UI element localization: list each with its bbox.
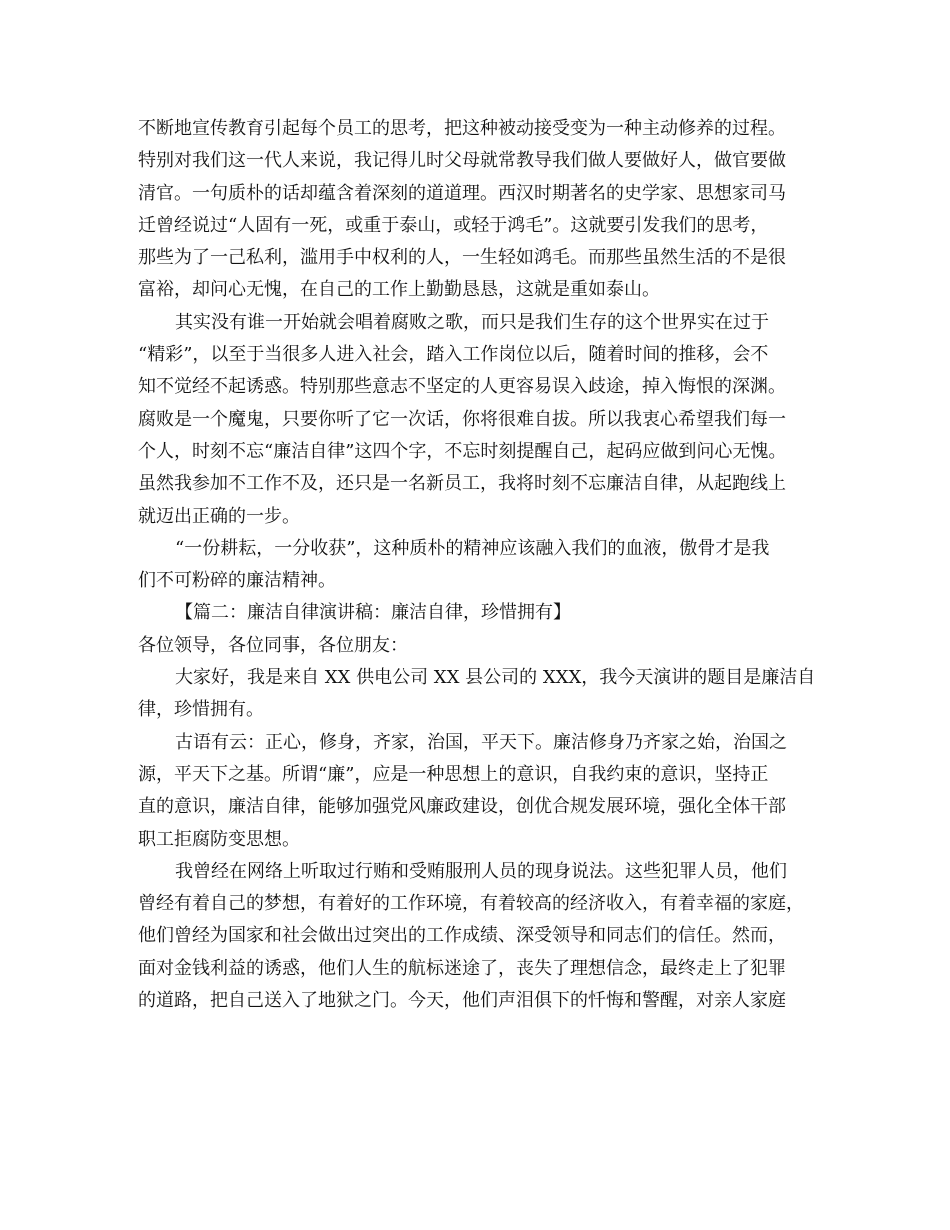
text-line: 各位领导，各位同事，各位朋友： [138,634,408,656]
text-line: 富裕，却问心无愧，在自己的工作上勤勤恳恳，这就是重如泰山。 [138,279,660,301]
text-line: 那些为了一己私利，滥用手中权利的人，一生轻如鸿毛。而那些虽然生活的不是很 [138,247,786,269]
text-line: 他们曾经为国家和社会做出过突出的工作成绩、深受领导和同志们的信任。然而， [138,925,786,947]
text-line: 腐败是一个魔鬼，只要你听了它一次话，你将很难自拔。所以我衷心希望我们每一 [138,408,786,430]
text-line: 我曾经在网络上听取过行贿和受贿服刑人员的现身说法。这些犯罪人员，他们 [175,860,787,882]
text-line: 其实没有谁一开始就会唱着腐败之歌，而只是我们生存的这个世界实在过于 [175,311,769,333]
text-line: 迁曾经说过“人固有一死，或重于泰山，或轻于鸿毛”。这就要引发我们的思考， [138,214,769,236]
text-line: 面对金钱利益的诱惑，他们人生的航标迷途了，丧失了理想信念，最终走上了犯罪 [138,957,786,979]
text-line: 律，珍惜拥有。 [138,699,264,721]
text-line: “一份耕耘，一分收获”，这种质朴的精神应该融入我们的血液，傲骨才是我 [175,537,770,559]
text-line: 古语有云：正心，修身，齐家，治国，平天下。廉洁修身乃齐家之始，治国之 [175,731,787,753]
text-line: “精彩”，以至于当很多人进入社会，踏入工作岗位以后，随着时间的推移，会不 [138,344,769,366]
text-line: 虽然我参加不工作不及，还只是一名新员工，我将时刻不忘廉洁自律，从起跑线上 [138,473,786,495]
text-line: 知不觉经不起诱惑。特别那些意志不坚定的人更容易误入歧途，掉入悔恨的深渊。 [138,376,786,398]
text-line: 们不可粉碎的廉洁精神。 [138,570,336,592]
text-line: 不断地宣传教育引起每个员工的思考，把这种被动接受变为一种主动修养的过程。 [138,118,786,139]
text-line: 就迈出正确的一步。 [138,505,300,527]
text-line: 曾经有着自己的梦想，有着好的工作环境，有着较高的经济收入，有着幸福的家庭， [138,893,804,915]
text-line: 源，平天下之基。所谓“廉”，应是一种思想上的意识，自我约束的意识，坚持正 [138,763,769,785]
text-line: 个人，时刻不忘“廉洁自律”这四个字，不忘时刻提醒自己，起码应做到问心无愧。 [138,440,787,462]
text-line: 职工拒腐防变思想。 [138,828,300,850]
text-line: 特别对我们这一代人来说，我记得儿时父母就常教导我们做人要做好人，做官要做 [138,150,786,172]
text-line: 的道路，把自己送入了地狱之门。今天，他们声泪俱下的忏悔和警醒，对亲人家庭 [138,990,786,1012]
text-line: 【篇二：廉洁自律演讲稿：廉洁自律，珍惜拥有】 [175,602,571,624]
document-body [138,113,818,1017]
text-line: 清官。一句质朴的话却蕴含着深刻的道道理。西汉时期著名的史学家、思想家司马 [138,182,786,204]
text-line: 大家好，我是来自 XX 供电公司 XX 县公司的 XXX，我今天演讲的题目是廉洁自 [175,667,816,689]
text-line: 直的意识，廉洁自律，能够加强党风廉政建设，创优合规发展环境，强化全体干部 [138,796,786,818]
